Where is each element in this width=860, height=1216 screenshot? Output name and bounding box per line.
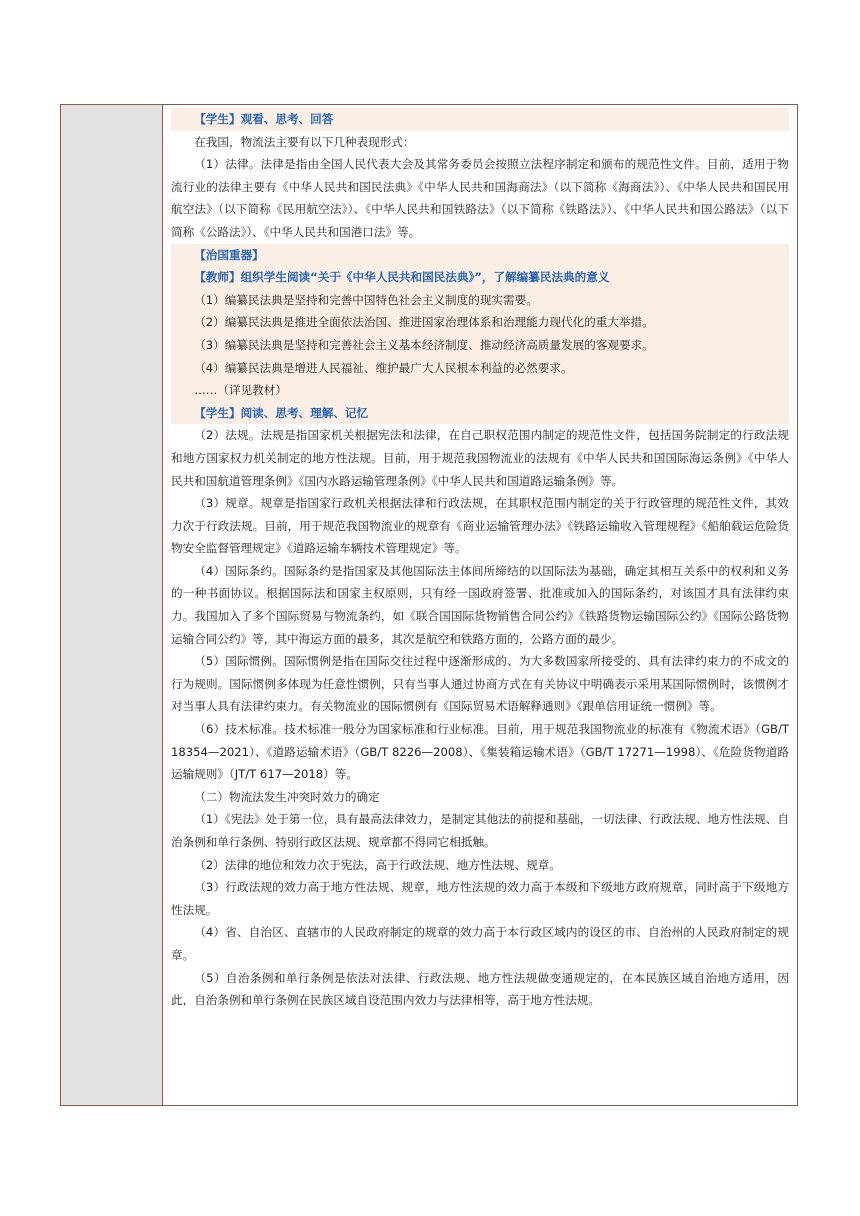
conflict-point-1: （1）《宪法》处于第一位，具有最高法律效力，是制定其他法的前提和基础，一切法律、行政法规、地方性法规、自治条例和单行条例、特别行政区法规、规章都不得同它相抵触。: [171, 812, 789, 849]
civil-code-point-4: （4）编纂民法典是增进人民福祉、维护最广大人民根本利益的必然要求。: [171, 357, 789, 380]
conflict-point-3: （3）行政法规的效力高于地方性法规、规章，地方性法规的效力高于本级和下级地方政府规章，同时高于下级地方性法规。: [171, 880, 789, 917]
civil-code-point-1: （1）编纂民法典是坚持和完善中国特色社会主义制度的现实需要。: [171, 289, 789, 312]
civil-code-point-2: （2）编纂民法典是推进全面依法治国、推进国家治理体系和治理能力现代化的重大举措。: [171, 311, 789, 334]
paragraph-standards: （6）技术标准。技术标准一般分为国家标准和行业标准。目前，用于规范我国物流业的标准有《物流术语》（GB/T 18354—2021）、《道路运输术语》（GB/T 8226—2008）、《集装箱运输术语》（GB/T 17271—1998）、《危险货物道路运输规则》（JT/T 617—2018）等。: [171, 722, 789, 782]
paragraph-rules: （3）规章。规章是指国家行政机关根据法律和行政法规，在其职权范围内制定的关于行政管理的规范性文件，其效力次于行政法规。目前，用于规范我国物流业的规章有《商业运输管理办法》《铁路运输收入管理规程》《船舶载运危险货物安全监督管理规定》《道路运输车辆技术管理规定》等。: [171, 496, 789, 556]
paragraph-customs: （5）国际惯例。国际惯例是指在国际交往过程中逐渐形成的、为大多数国家所接受的、具有法律约束力的不成文的行为规则。国际惯例多体现为任意性惯例，只有当事人通过协商方式在有关协议中明确表示采用某国际惯例时，该惯例才对当事人具有法律约束力。有关物流业的国际惯例有《国际贸易术语解释通则》《跟单信用证统一惯例》等。: [171, 654, 789, 714]
left-column: [61, 105, 163, 1105]
conflict-point-5: （5）自治条例和单行条例是依法对法律、行政法规、地方性法规做变通规定的，在本民族区域自治地方适用，因此，自治条例和单行条例在民族区域自设范围内效力与法律相等，高于地方性法规。: [171, 970, 789, 1008]
civil-code-point-3: （3）编纂民法典是坚持和完善社会主义基本经济制度、推动经济高质量发展的客观要求。: [171, 334, 789, 357]
section-heading-conflict: （二）物流法发生冲突时效力的确定: [194, 789, 380, 804]
paragraph-intro: 在我国，物流法主要有以下几种表现形式：: [194, 134, 415, 149]
conflict-point-2: （2）法律的地位和效力次于宪法，高于行政法规、地方性法规、规章。: [194, 857, 561, 872]
heading-governance: 【治国重器】: [171, 244, 789, 267]
student-heading-watch: 【学生】观看、思考、回答: [171, 108, 789, 131]
conflict-point-4: （4）省、自治区、直辖市的人民政府制定的规章的效力高于本行政区域内的设区的市、自治州的人民政府制定的规章。: [171, 925, 789, 962]
teacher-heading-civil-code: 【教师】组织学生阅读“关于《中华人民共和国民法典》”，了解编纂民法典的意义: [171, 266, 789, 289]
paragraph-law: （1）法律。法律是指由全国人民代表大会及其常务委员会按照立法程序制定和颁布的规范性文件。目前，适用于物流行业的法律主要有《中华人民共和国民法典》《中华人民共和国海商法》（以下简称《海商法》）、《中华人民共和国民用航空法》（以下简称《民用航空法》）、《中华人民共和国铁路法》（以下简称《铁路法》）、《中华人民共和国公路法》（以下简称《公路法》）、《中华人民共和国港口法》等。: [171, 157, 789, 239]
paragraph-treaties: （4）国际条约。国际条约是指国家及其他国际法主体间所缔结的以国际法为基础，确定其相互关系中的权利和义务的一种书面协议。根据国际法和国家主权原则，只有经一国政府签署、批准或加入的国际条约，对该国才具有法律约束力。我国加入了多个国际贸易与物流条约，如《联合国国际货物销售合同公约》《铁路货物运输国际公约》《国际公路货物运输合同公约》等，其中海运方面的最多，其次是航空和铁路方面的，公路方面的最少。: [171, 563, 789, 646]
civil-code-more: ……（详见教材）: [171, 379, 789, 402]
paragraph-regulations: （2）法规。法规是指国家机关根据宪法和法律，在自己职权范围内制定的规范性文件，包括国务院制定的行政法规和地方国家权力机关制定的地方性法规。目前，用于规范我国物流业的法规有《中华人民共和国国际海运条例》《中华人民共和国航道管理条例》《国内水路运输管理条例》《中华人民共和国道路运输条例》等。: [171, 428, 789, 488]
content-column: [163, 105, 797, 1105]
lesson-table: [60, 104, 798, 1106]
student-heading-read: 【学生】阅读、思考、理解、记忆: [171, 402, 789, 425]
